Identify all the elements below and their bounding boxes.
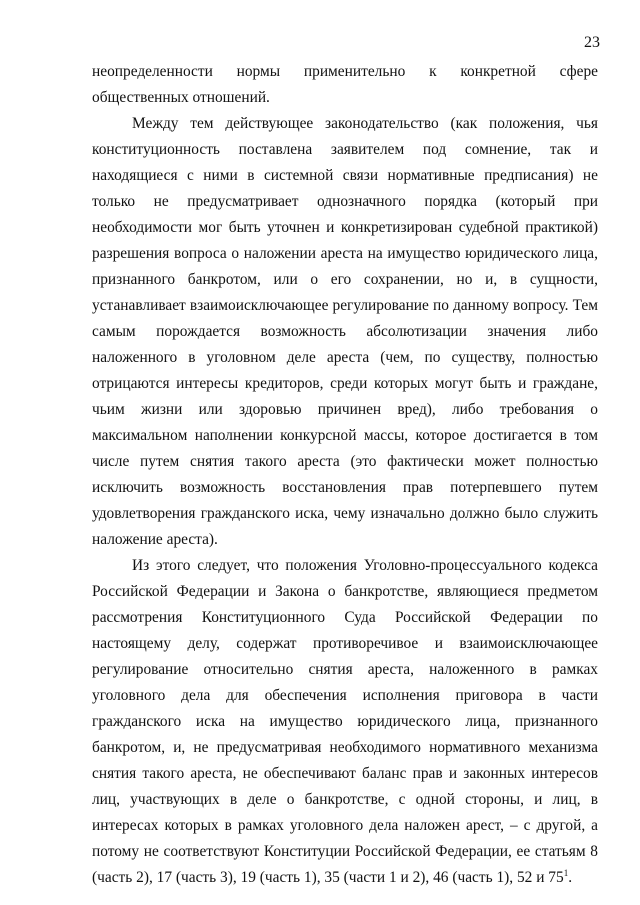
- paragraph-text: Из этого следует, что положения Уголовно-процессуального кодекса Российской Федерации и Закона о банкротстве, являющиеся предметом рассмотрения Конституционного Суда Российской Федерации по настоящему делу, содержат противоречивое и взаимоисключающее регулирование относительно снятия ареста, наложенного в рамках уголовного дела для обеспечения исполнения приговора в части гражданского иска на имущество юридического лица, признанного банкротом, и, не предусматривая необходимого нормативного механизма снятия такого ареста, не обеспечивают баланс прав и законных интересов лиц, участвующих в деле о банкротстве, с одной стороны, и лиц, в интересах которых в рамках уголовного дела наложен арест, – с другой, а потому не соответствуют Конституции Российской Федерации, ее статьям 8 (часть 2), 17 (часть 3), 19 (часть 1), 35 (части 1 и 2), 46 (часть 1), 52 и 75: [92, 557, 598, 886]
- paragraph-end: .: [568, 869, 573, 886]
- footnote-superscript: 1: [563, 868, 569, 878]
- paragraph-text: неопределенности нормы применительно к конкретной сфере общественных отношений.: [92, 63, 598, 106]
- paragraph-text: Между тем действующее законодательство (как положения, чья конституционность поставлена заявителем под сомнение, так и находящиеся с ними в системной связи нормативные предписания) не только не предусматривает однозначного порядка (который при необходимости мог быть уточнен и конкретизирован судебной практикой) разрешения вопроса о наложении ареста на имущество юридического лица, признанного банкротом, или о его сохранении, но и, в сущности, устанавливает взаимоисключающее регулирование по данному вопросу. Тем самым порождается возможность абсолютизации значения либо наложенного в уголовном деле ареста (чем, по существу, полностью отрицаются интересы кредиторов, среди которых могут быть и граждане, чьим жизни или здоровью причинен вред), либо требования о максимальном наполнении конкурсной массы, которое достигается в том числе путем снятия такого ареста (это фактически может полностью исключить возможность восстановления прав потерпевшего путем удовлетворения гражданского иска, чему изначально должно было служить наложение ареста).: [92, 115, 598, 548]
- paragraph: [92, 111, 598, 553]
- paragraph: [92, 553, 598, 891]
- paragraph-continuation: [92, 59, 598, 111]
- page-number: 23: [584, 34, 600, 51]
- body-text: [92, 59, 598, 891]
